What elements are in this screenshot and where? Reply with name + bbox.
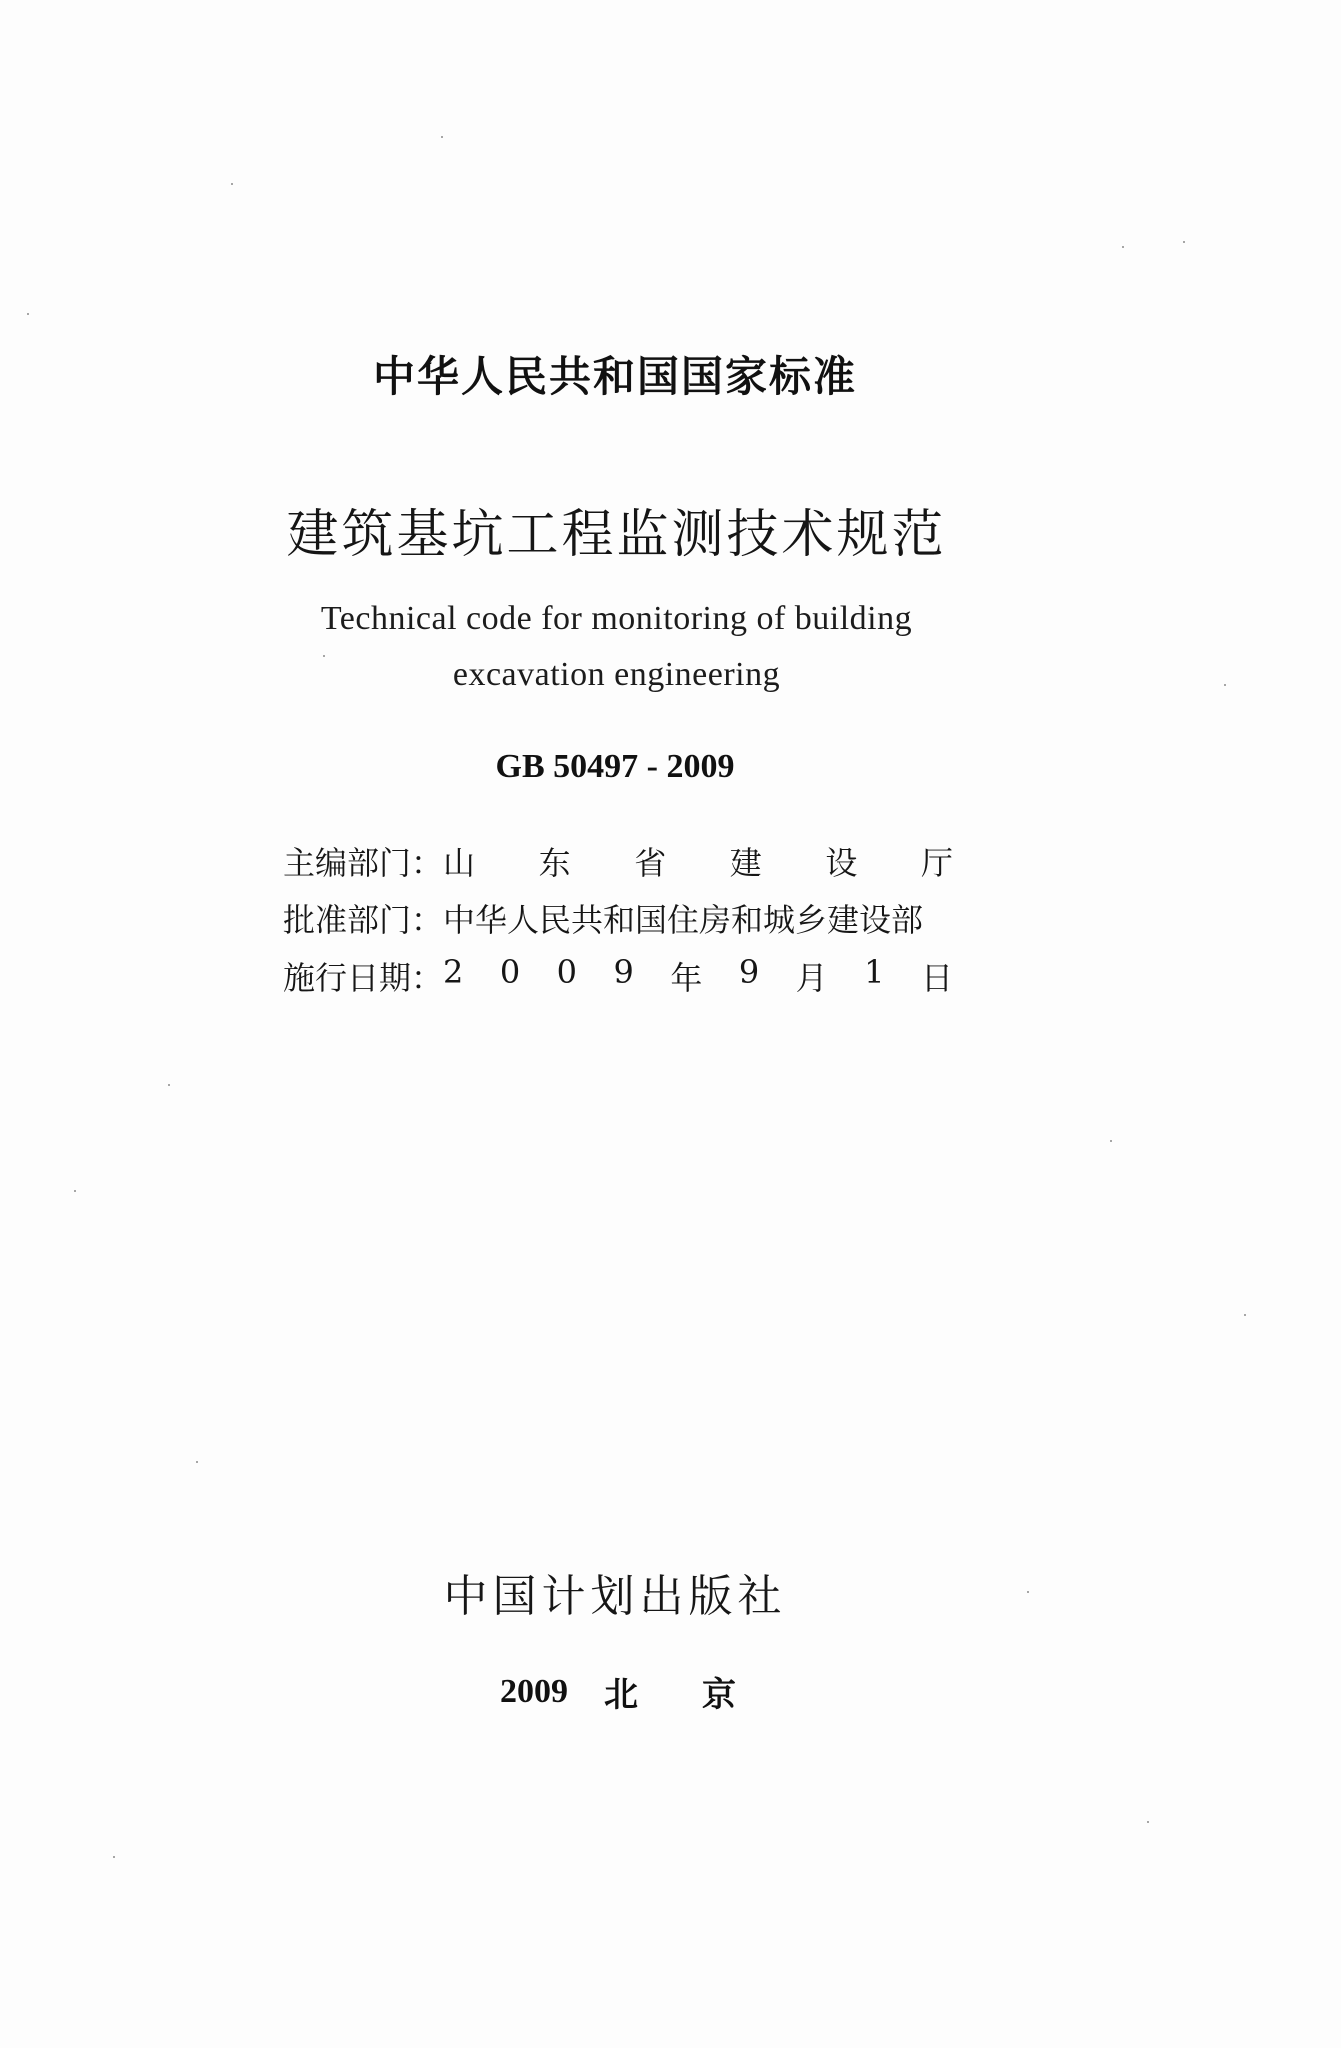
- effective-date-char: 日: [920, 959, 953, 997]
- effective-date-char: 0: [556, 953, 578, 991]
- chief-department-value: [443, 838, 953, 884]
- scan-speck: [168, 1084, 170, 1086]
- scan-speck: [231, 183, 233, 185]
- publisher-name: 中国计划出版社: [443, 1571, 787, 1622]
- chief-department-char: 东: [538, 844, 571, 882]
- scan-speck: [1244, 1314, 1246, 1316]
- document-title-en-line2: excavation engineering: [452, 656, 781, 693]
- scan-speck: [1183, 241, 1185, 243]
- chief-department-char: 厅: [920, 844, 953, 882]
- chief-department-char: 设: [825, 844, 858, 882]
- effective-date-char: 月: [795, 959, 828, 997]
- document-title-en-line1: Technical code for monitoring of building: [320, 600, 913, 637]
- effective-date-char: 9: [738, 953, 760, 991]
- publication-year: 2009: [500, 1672, 568, 1710]
- approval-department-value: 中华人民共和国住房和城乡建设部: [443, 901, 924, 939]
- effective-date-char: 0: [499, 953, 521, 991]
- effective-date-label: 施行日期：: [283, 959, 444, 997]
- scan-speck: [113, 1856, 115, 1858]
- standard-number: GB 50497 - 2009: [495, 748, 735, 785]
- effective-date-char: 1: [864, 953, 885, 991]
- chief-department-row: [283, 838, 953, 884]
- publication-city-char: 京: [702, 1675, 736, 1715]
- scan-speck: [74, 1190, 76, 1192]
- chief-department-char: 山: [443, 844, 476, 882]
- scan-speck: [27, 313, 29, 315]
- effective-date-char: 年: [670, 959, 703, 997]
- effective-date-row: [283, 953, 953, 999]
- scan-speck: [1122, 246, 1124, 248]
- approval-department-row: [283, 895, 953, 941]
- chief-department-char: 建: [729, 844, 762, 882]
- scan-speck: [441, 136, 443, 138]
- scan-speck: [1110, 1140, 1112, 1142]
- scan-speck: [1147, 1821, 1149, 1823]
- effective-date-char: 2: [443, 953, 464, 991]
- chief-department-char: 省: [634, 844, 667, 882]
- publication-city-char: 北: [604, 1675, 638, 1715]
- chief-department-label: 主编部门：: [283, 844, 444, 882]
- approval-department-label: 批准部门：: [283, 901, 444, 939]
- publication-place-year: [500, 1667, 800, 1716]
- effective-date-char: 9: [613, 953, 634, 991]
- effective-date-value: [443, 953, 953, 999]
- document-title-zh: 建筑基坑工程监测技术规范: [286, 505, 947, 565]
- publication-city: [604, 1667, 736, 1716]
- standard-series-title: 中华人民共和国国家标准: [372, 352, 857, 401]
- scan-speck: [196, 1461, 198, 1463]
